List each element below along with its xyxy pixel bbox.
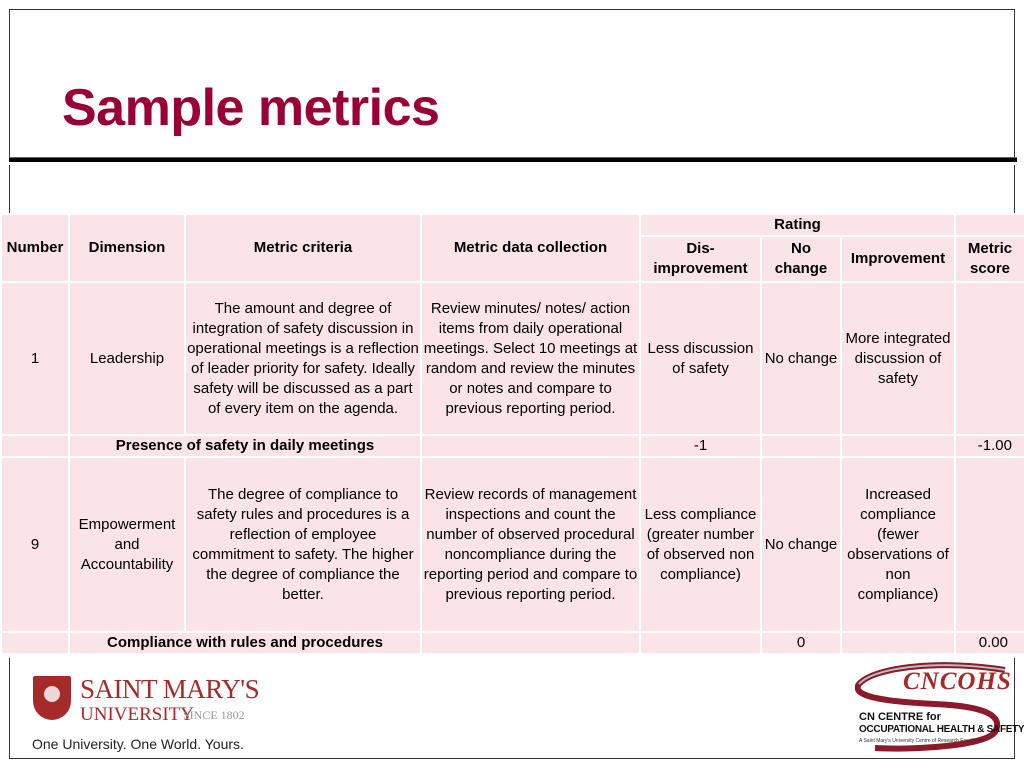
slide-frame-right bbox=[1014, 165, 1015, 215]
header-disimprovement: Dis- improvement bbox=[640, 236, 761, 282]
header-improvement: Improvement bbox=[841, 236, 955, 282]
cncohs-line1: CN CENTRE for bbox=[859, 711, 941, 723]
table-row bbox=[1, 282, 1024, 435]
row-data-collection: Review minutes/ notes/ action items from daily operational meetings. Select 10 meetings at random and review the minutes or notes and compare to previous reporting period. bbox=[421, 282, 640, 435]
header-row-1 bbox=[1, 214, 1024, 236]
summary-improvement bbox=[841, 632, 955, 654]
summary-collection-spacer bbox=[421, 632, 640, 654]
summary-spacer bbox=[1, 632, 69, 654]
summary-disimprovement: -1 bbox=[640, 435, 761, 457]
summary-spacer bbox=[1, 435, 69, 457]
slide-frame-left bbox=[9, 165, 10, 215]
row-criteria: The degree of compliance to safety rules and procedures is a reflection of employee commitment to safety. The higher the degree of compliance the better. bbox=[185, 457, 421, 632]
cncohs-acronym: CNCOHS bbox=[903, 668, 1012, 695]
header-number: Number bbox=[1, 214, 69, 282]
header-dimension: Dimension bbox=[69, 214, 185, 282]
row-improvement: More integrated discussion of safety bbox=[841, 282, 955, 435]
row-data-collection: Review records of management inspections and count the number of observed procedural noncompliance during the reporting period and compare to previous reporting period. bbox=[421, 457, 640, 632]
row-disimprovement: Less discussion of safety bbox=[640, 282, 761, 435]
cncohs-line2: OCCUPATIONAL HEALTH & SAFETY bbox=[859, 724, 1024, 735]
cncohs-logo bbox=[855, 662, 1024, 752]
row-no-change: No change bbox=[761, 457, 841, 632]
smu-since: SINCE 1802 bbox=[183, 708, 245, 722]
metrics-table bbox=[0, 213, 1024, 655]
summary-no-change: 0 bbox=[761, 632, 841, 654]
header-metric-data-collection: Metric data collection bbox=[421, 214, 640, 282]
smu-name: SAINT MARY'S bbox=[80, 674, 260, 704]
row-dimension: Leadership bbox=[69, 282, 185, 435]
saint-marys-logo bbox=[30, 672, 270, 757]
summary-improvement bbox=[841, 435, 955, 457]
header-metric-criteria: Metric criteria bbox=[185, 214, 421, 282]
row-criteria: The amount and degree of integration of safety discussion in operational meetings is a reflection of leader priority for safety. Ideally safety will be discussed as a part of every item on the agenda. bbox=[185, 282, 421, 435]
summary-collection-spacer bbox=[421, 435, 640, 457]
slide-title: Sample metrics bbox=[62, 79, 440, 137]
row-no-change: No change bbox=[761, 282, 841, 435]
row-score bbox=[955, 282, 1024, 435]
header-metric-score: Metric score bbox=[955, 236, 1024, 282]
row-number: 9 bbox=[1, 457, 69, 632]
summary-label: Presence of safety in daily meetings bbox=[69, 435, 421, 457]
row-score bbox=[955, 457, 1024, 632]
title-divider bbox=[9, 157, 1017, 162]
summary-label: Compliance with rules and procedures bbox=[69, 632, 421, 654]
row-number: 1 bbox=[1, 282, 69, 435]
row-improvement: Increased compliance (fewer observations of non compliance) bbox=[841, 457, 955, 632]
summary-row bbox=[1, 632, 1024, 654]
summary-row bbox=[1, 435, 1024, 457]
row-dimension: Empowerment and Accountability bbox=[69, 457, 185, 632]
header-no-change: No change bbox=[761, 236, 841, 282]
row-disimprovement: Less compliance (greater number of observed non compliance) bbox=[640, 457, 761, 632]
university-crest-icon bbox=[33, 676, 71, 720]
summary-score: 0.00 bbox=[955, 632, 1024, 654]
smu-tagline: One University. One World. Yours. bbox=[32, 736, 244, 752]
summary-score: -1.00 bbox=[955, 435, 1024, 457]
summary-no-change bbox=[761, 435, 841, 457]
smu-university: UNIVERSITY bbox=[80, 704, 194, 725]
header-score-spacer bbox=[955, 214, 1024, 236]
header-rating: Rating bbox=[640, 214, 955, 236]
cncohs-line3: A Saint Mary's University Centre of Research Excellence bbox=[859, 738, 985, 744]
table-row bbox=[1, 457, 1024, 632]
summary-disimprovement bbox=[640, 632, 761, 654]
